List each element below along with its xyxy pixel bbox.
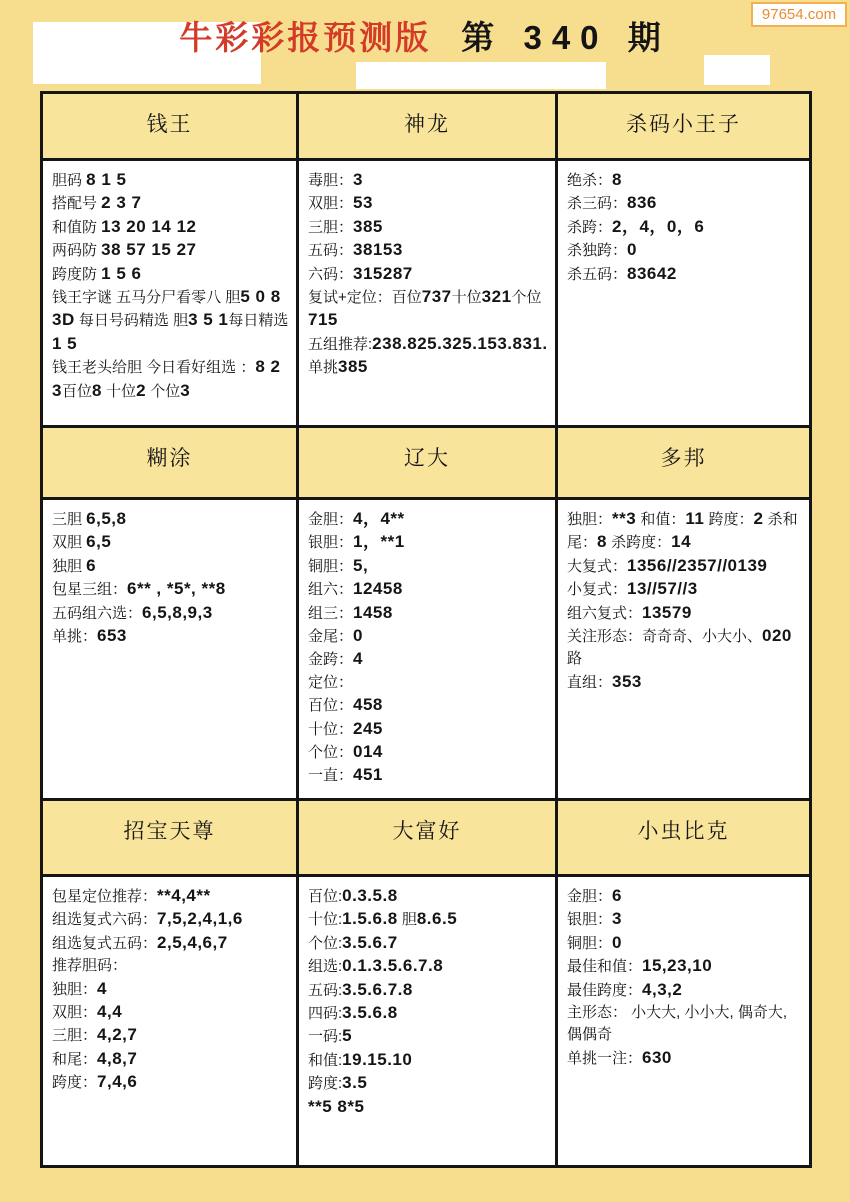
text-line	[567, 671, 803, 694]
value-text: 315287	[353, 263, 413, 283]
label-text: 单挑：	[52, 628, 98, 646]
label-text: 和值防	[52, 218, 102, 236]
label-text: 银胆：	[308, 534, 354, 552]
text-line	[52, 263, 290, 286]
text-line	[52, 978, 290, 1001]
value-text: 4,2,7	[97, 1025, 138, 1045]
text-line	[52, 239, 290, 262]
text-line	[52, 531, 290, 554]
label-text: 独胆：	[567, 511, 613, 528]
value-text: 737	[421, 287, 452, 307]
text-line	[308, 672, 549, 694]
panel-xiaochong-bike	[555, 801, 809, 1165]
text-line	[308, 1025, 549, 1048]
text-line	[308, 555, 549, 578]
label-text: 钱王字谜 五马分尸看零八 胆	[52, 289, 241, 307]
text-line	[52, 169, 290, 192]
text-line	[308, 333, 549, 356]
value-text: 451	[353, 765, 383, 785]
label-text: 个位：	[308, 744, 354, 762]
value-text: 3.5.6.7.8	[342, 979, 413, 999]
label-text: 三胆：	[52, 1027, 98, 1045]
text-line	[567, 169, 803, 192]
panel-qianwang-body	[43, 161, 296, 425]
panel-duobang	[555, 428, 809, 798]
label-text: 金尾：	[308, 628, 354, 646]
value-text: 8	[612, 170, 622, 189]
label-text: 绝杀：	[567, 172, 613, 189]
value-text: 6** , *5*, **8	[127, 579, 226, 599]
label-text: 百位：	[308, 697, 354, 715]
text-line	[52, 1024, 290, 1047]
text-line	[567, 555, 803, 578]
value-text: 4,4	[97, 1002, 123, 1022]
text-line	[308, 1096, 549, 1119]
value-text: 13 20 14 12	[101, 216, 197, 236]
text-line	[567, 263, 803, 286]
label-text: 三胆	[52, 511, 87, 528]
text-line	[567, 508, 803, 555]
label-text: 双胆：	[308, 195, 354, 213]
value-text: 13579	[642, 602, 692, 622]
text-line	[567, 1002, 803, 1047]
label-text: 每日精选	[228, 312, 289, 330]
value-text: 8.6.5	[416, 909, 458, 929]
value-text: 836	[627, 193, 657, 213]
text-line	[308, 885, 549, 908]
value-text: 0	[353, 626, 363, 646]
value-text: 4	[97, 978, 107, 998]
text-line	[567, 625, 803, 671]
text-line	[308, 932, 549, 955]
text-line	[52, 508, 290, 531]
text-line	[52, 216, 290, 239]
value-text: 2	[753, 509, 764, 528]
text-line	[308, 979, 549, 1002]
label-text: 一直：	[308, 767, 354, 785]
label-text: 组六复式：	[567, 604, 643, 622]
value-text: 12458	[353, 579, 403, 599]
text-line	[308, 192, 549, 215]
label-text: 主形态： 小大大, 小小大, 偶奇大, 偶偶奇	[567, 1004, 788, 1044]
text-line	[52, 1071, 290, 1094]
table-row-1	[43, 94, 809, 425]
panel-dafuhao-body	[299, 877, 555, 1165]
panel-dafuhao-title: 大富好	[299, 801, 555, 877]
text-line	[52, 578, 290, 601]
blank-box-under-title	[356, 62, 606, 89]
panel-qianwang-title: 钱王	[43, 94, 296, 161]
text-line	[308, 648, 549, 671]
value-text: 238.825.325.153.831.	[372, 333, 548, 353]
label-text: 金跨：	[308, 651, 354, 669]
text-line	[308, 578, 549, 601]
label-text: 单挑	[308, 359, 339, 377]
text-line	[308, 741, 549, 764]
value-text: 0.1.3.5.6.7.8	[342, 956, 444, 976]
value-text: 014	[353, 742, 383, 762]
text-line	[567, 239, 803, 262]
value-text: 1 5	[52, 333, 78, 353]
value-text: **4,4**	[157, 886, 211, 905]
value-text: 3	[612, 909, 622, 929]
watermark-text: 97654.com	[761, 6, 837, 23]
value-text: 5,	[353, 555, 369, 575]
label-text: 每日号码精选 胆	[74, 312, 189, 330]
panel-xiaochong-bike-body	[558, 877, 809, 1165]
text-line	[308, 263, 549, 286]
text-line	[52, 602, 290, 625]
text-line	[52, 192, 290, 215]
value-text: 653	[97, 626, 127, 646]
panel-shama-xiaowangzi-body	[558, 161, 809, 425]
text-line	[567, 192, 803, 215]
text-line	[567, 885, 803, 908]
text-line	[567, 908, 803, 931]
label-text: 大复式：	[567, 557, 628, 575]
text-line	[52, 625, 290, 648]
value-text: **3	[612, 509, 637, 528]
label-text: 十位：	[308, 720, 354, 738]
label-text: 单挑一注：	[567, 1049, 643, 1067]
value-text: 0	[612, 932, 622, 952]
value-text: 38 57 15 27	[101, 240, 197, 260]
label-text: 组三：	[308, 604, 354, 622]
value-text: 53	[353, 193, 373, 213]
value-text: 8	[91, 380, 102, 400]
value-text: 1 5 6	[101, 263, 142, 283]
label-text: 双胆：	[52, 1004, 98, 1022]
label-text: 定位：	[308, 673, 354, 691]
label-text: 铜胆：	[567, 934, 613, 952]
value-text: 3D	[52, 310, 75, 330]
label-text: 跨度：	[52, 1074, 98, 1092]
value-text: 7,5,2,4,1,6	[157, 909, 243, 929]
value-text: 5	[342, 1026, 353, 1046]
label-text: 五组推荐:	[308, 335, 373, 353]
label-text: 个位:	[308, 934, 343, 952]
text-line	[567, 979, 803, 1002]
text-line	[308, 625, 549, 648]
text-line	[52, 286, 290, 309]
value-text: 11	[685, 509, 705, 528]
label-text: 和值：	[636, 511, 686, 528]
label-text: 杀三码：	[567, 195, 628, 213]
value-text: 1356//2357//0139	[627, 555, 768, 575]
value-text: 245	[353, 718, 383, 738]
label-text: 搭配号	[52, 195, 102, 213]
value-text: 3 5 1	[188, 310, 229, 330]
label-text: 最佳和值：	[567, 958, 643, 976]
panel-shenlong-body	[299, 161, 555, 425]
panel-shenlong	[296, 94, 555, 425]
value-text: 3.5	[342, 1073, 368, 1093]
label-text: 杀独跨：	[567, 242, 628, 260]
value-text: 020	[762, 626, 792, 646]
panel-dafuhao	[296, 801, 555, 1165]
label-text: 钱王老头给胆 今日看好组选 ：	[52, 359, 256, 377]
text-line	[52, 1001, 290, 1024]
panel-hutu	[43, 428, 296, 798]
value-text: 3.5.6.8	[342, 1003, 398, 1023]
table-row-2	[43, 425, 809, 798]
value-text: 2,5,4,6,7	[157, 932, 228, 952]
label-text: 毒胆：	[308, 172, 354, 189]
text-line	[52, 309, 290, 356]
label-text: 跨度防	[52, 265, 102, 283]
value-text: 1458	[353, 602, 393, 622]
text-line	[308, 356, 549, 379]
panel-liaoda-body	[299, 500, 555, 798]
value-text: 2，4，0，6	[612, 216, 705, 236]
value-text: 715	[308, 310, 338, 330]
panel-zhaobao-tianzun-title: 招宝天尊	[43, 801, 296, 877]
text-line	[308, 286, 549, 333]
label-text: 小复式：	[567, 581, 628, 599]
label-text: 铜胆：	[308, 557, 354, 575]
label-text: 个位	[146, 382, 181, 400]
value-text: 6,5,8,9,3	[142, 602, 213, 622]
value-text: 5 0 8	[240, 287, 281, 307]
value-text: 8 2 3	[52, 357, 281, 400]
label-text: 三胆：	[308, 218, 354, 236]
label-text: 胆	[397, 911, 417, 929]
value-text: 13//57//3	[627, 579, 698, 599]
label-text: 组选复式六码：	[52, 911, 158, 929]
label-text: 一码:	[308, 1028, 343, 1046]
label-text: 十位	[451, 289, 482, 307]
page-title-name: 牛彩彩报预测版	[179, 19, 432, 56]
label-text: 组六：	[308, 581, 354, 599]
value-text: 321	[481, 287, 512, 307]
label-text: 组选复式五码：	[52, 934, 158, 952]
value-text: 19.15.10	[342, 1049, 413, 1069]
text-line	[567, 932, 803, 955]
panel-zhaobao-tianzun-body	[43, 877, 296, 1165]
text-line	[308, 508, 549, 531]
blank-box-right	[704, 55, 770, 85]
panel-liaoda	[296, 428, 555, 798]
panel-duobang-title: 多邦	[558, 428, 809, 500]
label-text: 五码：	[308, 242, 354, 260]
label-text: 两码防	[52, 242, 102, 260]
value-text: 3	[180, 380, 191, 400]
value-text: **5 8*5	[308, 1096, 365, 1116]
text-line	[308, 531, 549, 554]
label-text: 金胆：	[567, 888, 613, 905]
text-line	[308, 908, 549, 931]
value-text: 2	[136, 380, 147, 400]
text-line	[308, 216, 549, 239]
label-text: 十位:	[308, 911, 343, 929]
value-text: 6	[86, 555, 97, 575]
text-line	[52, 932, 290, 955]
label-text: 胆码	[52, 172, 87, 189]
text-line	[308, 602, 549, 625]
text-line	[567, 1047, 803, 1070]
text-line	[308, 1072, 549, 1095]
label-text: 路	[567, 650, 583, 668]
value-text: 385	[353, 216, 383, 236]
label-text: 杀和尾：	[567, 511, 798, 552]
value-text: 4,3,2	[642, 979, 683, 999]
panel-shenlong-title: 神龙	[299, 94, 555, 161]
value-text: 6,5,8	[86, 509, 127, 528]
value-text: 4	[353, 649, 363, 669]
panel-shama-xiaowangzi	[555, 94, 809, 425]
panel-zhaobao-tianzun	[43, 801, 296, 1165]
text-line	[308, 1002, 549, 1025]
value-text: 38153	[353, 240, 403, 260]
value-text: 8	[597, 532, 607, 552]
label-text: 关注形态：奇奇奇、小大小、	[567, 628, 763, 646]
value-text: 3.5.6.7	[342, 932, 398, 952]
text-line	[308, 169, 549, 192]
text-line	[52, 955, 290, 977]
label-text: 推荐胆码：	[52, 957, 128, 975]
label-text: 跨度:	[308, 1075, 343, 1093]
panel-liaoda-title: 辽大	[299, 428, 555, 500]
value-text: 15,23,10	[642, 956, 713, 976]
label-text: 包星三组：	[52, 581, 128, 599]
text-line	[567, 955, 803, 978]
value-text: 6,5	[86, 532, 112, 552]
text-line	[308, 239, 549, 262]
panel-hutu-body	[43, 500, 296, 798]
text-line	[308, 718, 549, 741]
label-text: 复试+定位：百位	[308, 289, 422, 307]
value-text: 1.5.6.8	[342, 909, 398, 929]
label-text: 杀五码：	[567, 265, 628, 283]
value-text: 8 1 5	[86, 170, 127, 189]
label-text: 组选:	[308, 958, 343, 976]
value-text: 4，4**	[353, 509, 405, 528]
value-text: 0	[627, 240, 637, 260]
page-title	[0, 18, 850, 58]
label-text: 直组：	[567, 673, 613, 691]
panel-xiaochong-bike-title: 小虫比克	[558, 801, 809, 877]
label-text: 包星定位推荐：	[52, 888, 158, 905]
text-line	[308, 694, 549, 717]
value-text: 3	[353, 170, 363, 189]
label-text: 独胆：	[52, 980, 98, 998]
label-text: 跨度：	[704, 511, 754, 528]
value-text: 83642	[627, 263, 677, 283]
text-line	[52, 908, 290, 931]
value-text: 14	[671, 532, 692, 552]
label-text: 六码：	[308, 265, 354, 283]
label-text: 杀跨：	[567, 218, 613, 236]
label-text: 和值:	[308, 1051, 343, 1069]
label-text: 百位:	[308, 888, 343, 905]
panel-duobang-body	[558, 500, 809, 798]
text-line	[52, 885, 290, 908]
label-text: 和尾：	[52, 1050, 98, 1068]
label-text: 银胆：	[567, 911, 613, 929]
label-text: 最佳跨度：	[567, 981, 643, 999]
panel-hutu-title: 糊涂	[43, 428, 296, 500]
text-line	[308, 764, 549, 787]
label-text: 个位	[511, 289, 542, 307]
value-text: 2 3 7	[101, 193, 142, 213]
label-text: 十位	[101, 382, 137, 400]
value-text: 353	[612, 671, 642, 691]
text-line	[567, 216, 803, 239]
value-text: 0.3.5.8	[342, 886, 398, 905]
text-line	[567, 602, 803, 625]
page-title-period: 第 340 期	[461, 19, 671, 56]
text-line	[308, 1049, 549, 1072]
label-text: 四码:	[308, 1005, 343, 1023]
prediction-table	[40, 91, 812, 1168]
text-line	[567, 578, 803, 601]
label-text: 百位	[61, 382, 92, 400]
value-text: 630	[642, 1047, 672, 1067]
text-line	[52, 555, 290, 578]
panel-qianwang	[43, 94, 296, 425]
label-text: 独胆	[52, 557, 87, 575]
value-text: 7,4,6	[97, 1072, 138, 1092]
label-text: 五码组六选：	[52, 604, 143, 622]
label-text: 金胆：	[308, 511, 354, 528]
label-text: 双胆	[52, 534, 87, 552]
table-row-3	[43, 798, 809, 1165]
text-line	[308, 955, 549, 978]
label-text: 五码:	[308, 981, 343, 999]
label-text: 杀跨度：	[606, 534, 672, 552]
value-text: 385	[338, 357, 368, 377]
panel-shama-xiaowangzi-title: 杀码小王子	[558, 94, 809, 161]
value-text: 6	[612, 886, 622, 905]
text-line	[52, 356, 290, 403]
value-text: 458	[353, 695, 383, 715]
value-text: 1，**1	[353, 532, 405, 552]
value-text: 4,8,7	[97, 1048, 138, 1068]
text-line	[52, 1048, 290, 1071]
